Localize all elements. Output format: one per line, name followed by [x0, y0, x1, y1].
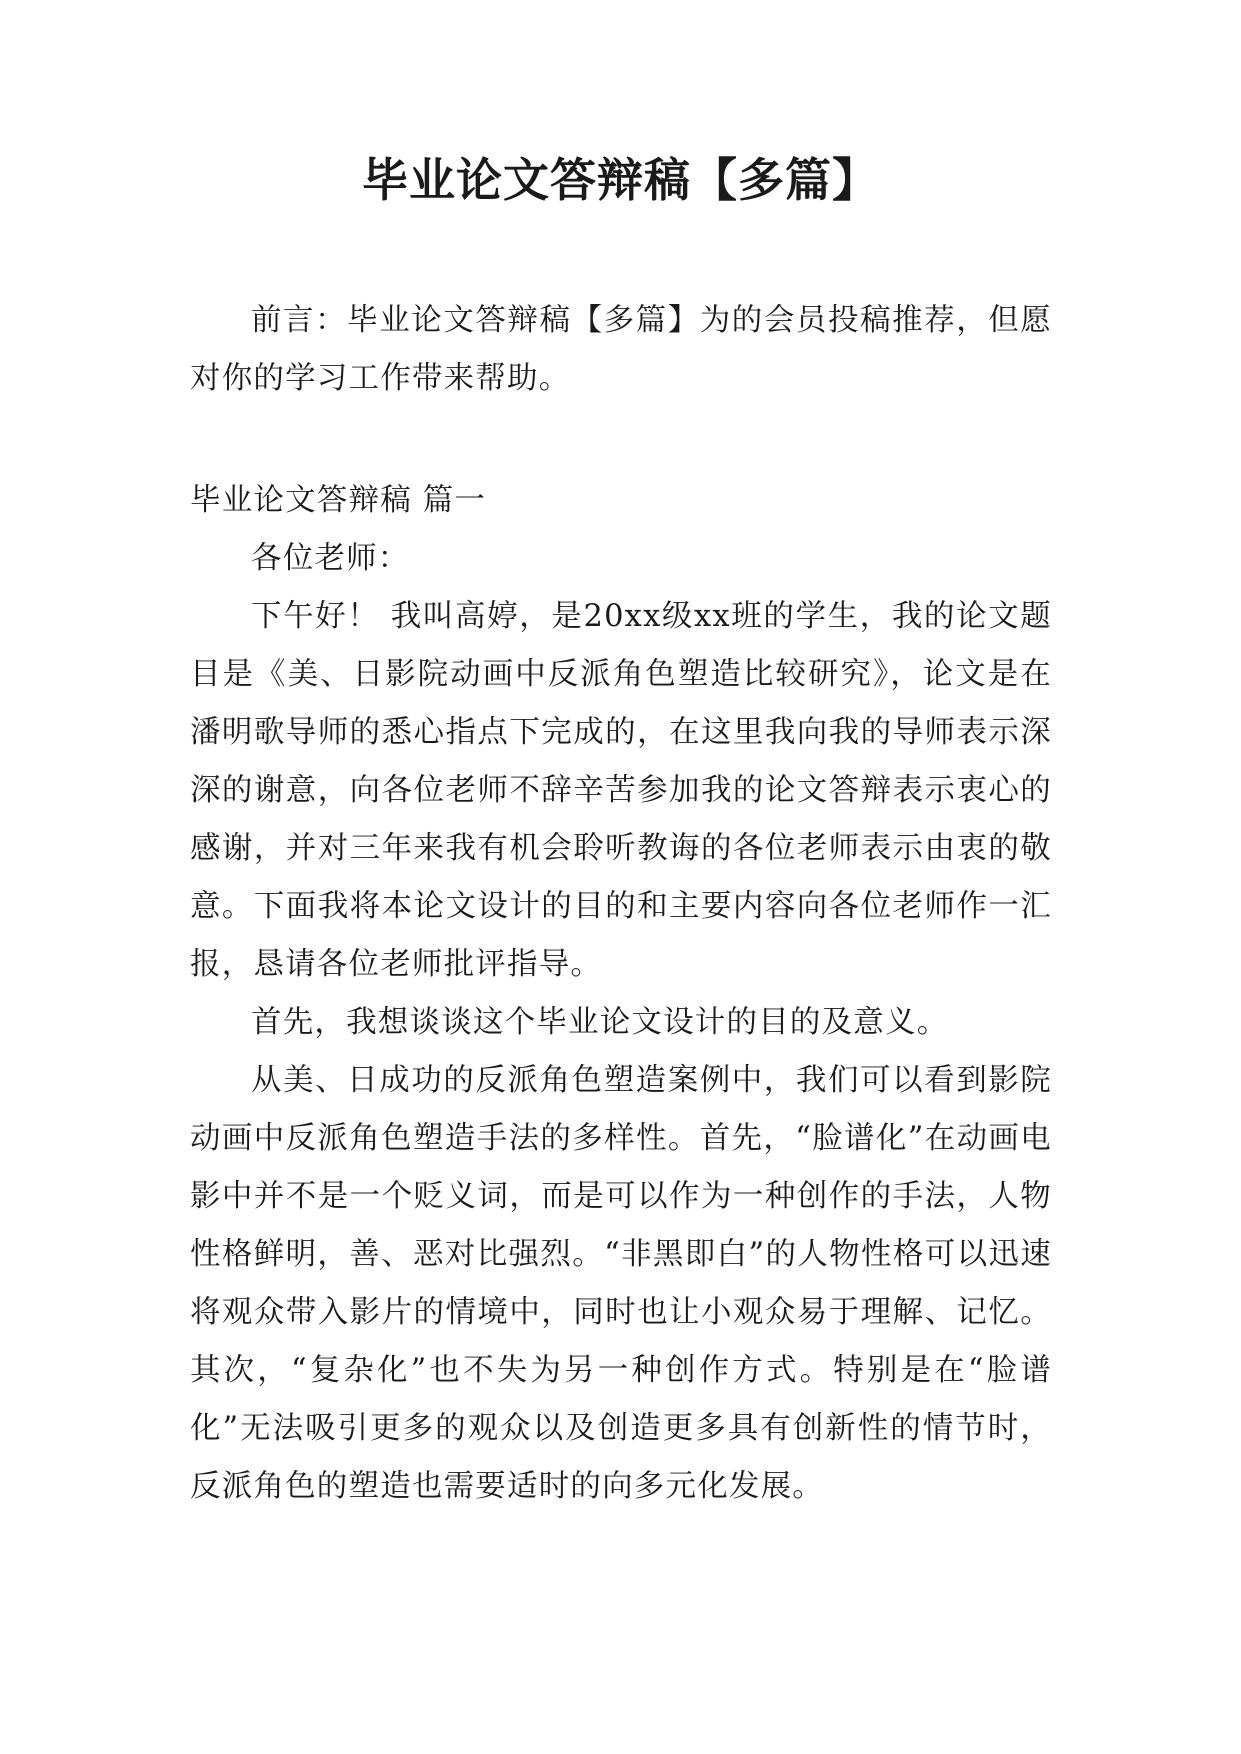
document-body [190, 292, 1052, 1516]
spacer [190, 408, 1052, 472]
preface-paragraph: 前言：毕业论文答辩稿【多篇】为的会员投稿推荐，但愿对你的学习工作带来帮助。 [190, 303, 1052, 396]
document-title: 毕业论文答辩稿【多篇】 [362, 153, 879, 207]
section-heading: 毕业论文答辩稿 篇一 [190, 483, 487, 518]
body-paragraph: 从美、日成功的反派角色塑造案例中，我们可以看到影院动画中反派角色塑造手法的多样性。首先，“脸谱化”在动画电影中并不是一个贬义词，而是可以作为一种创作的手法，人物性格鲜明，善、恶对比强烈。“非黑即白”的人物性格可以迅速将观众带入影片的情境中，同时也让小观众易于理解、记忆。其次，“复杂化”也不失为另一种创作方式。特别是在“脸谱化”无法吸引更多的观众以及创造更多具有创新性的情节时，反派角色的塑造也需要适时的向多元化发展。 [190, 1063, 1052, 1504]
body-paragraph: 下午好！ 我叫高婷，是20xx级xx班的学生，我的论文题目是《美、日影院动画中反派角色塑造比较研究》，论文是在潘明歌导师的悉心指点下完成的，在这里我向我的导师表示深深的谢意，向各位老师不辞辛苦参加我的论文答辩表示衷心的感谢，并对三年来我有机会聆听教诲的各位老师表示由衷的敬意。下面我将本论文设计的目的和主要内容向各位老师作一汇报，恳请各位老师批评指导。 [190, 599, 1052, 982]
body-paragraph: 首先，我想谈谈这个毕业论文设计的目的及意义。 [251, 1005, 949, 1040]
salutation-paragraph: 各位老师： [251, 541, 410, 576]
